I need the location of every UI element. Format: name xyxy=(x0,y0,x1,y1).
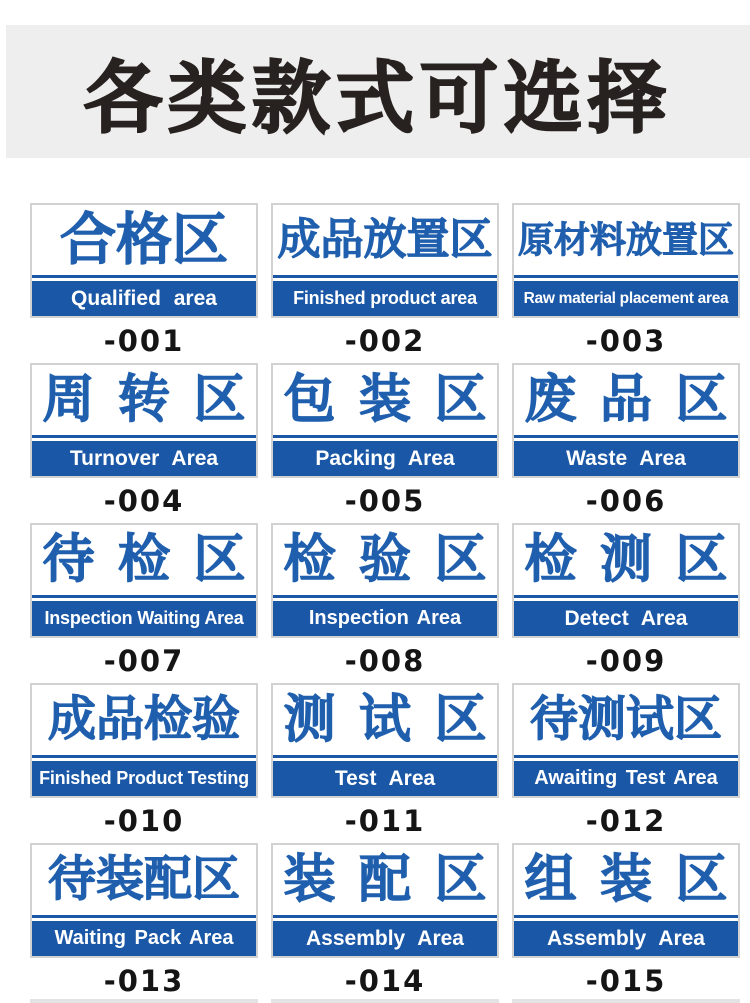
sign-code: -006 xyxy=(585,483,667,518)
divider-line xyxy=(514,435,738,438)
sign-english-label: Inspection Area xyxy=(308,607,462,629)
sign-english-bar xyxy=(514,601,738,636)
sign-english-label: Assembly Area xyxy=(547,926,705,950)
sign-english-label: Qualified area xyxy=(71,286,217,310)
sign-english-bar xyxy=(32,601,256,636)
sign-card xyxy=(30,523,258,683)
page-title: 各类款式可选择 xyxy=(83,53,672,142)
sign-plate xyxy=(512,203,740,318)
sign-plate xyxy=(271,683,499,798)
sign-english-label: Raw material placement area xyxy=(523,289,729,307)
sign-plate xyxy=(271,843,499,958)
sign-english-label: Packing Area xyxy=(315,446,455,470)
sign-code: -013 xyxy=(103,963,185,998)
sign-code: -005 xyxy=(344,483,426,518)
sign-plate xyxy=(271,523,499,638)
divider-line xyxy=(514,595,738,598)
divider-line xyxy=(32,435,256,438)
sign-code: -014 xyxy=(344,963,426,998)
sign-card xyxy=(271,683,499,843)
sign-english-bar xyxy=(273,761,497,796)
sign-plate xyxy=(512,523,740,638)
sign-chinese-label: 周 转 区 xyxy=(42,371,246,429)
sign-english-bar xyxy=(32,921,256,956)
sign-code: -002 xyxy=(344,323,426,358)
cutoff-next-row-card xyxy=(512,999,740,1003)
sign-plate xyxy=(512,363,740,478)
sign-card xyxy=(512,843,740,1003)
divider-line xyxy=(273,435,497,438)
sign-english-bar xyxy=(32,281,256,316)
sign-english-bar xyxy=(514,761,738,796)
divider-line xyxy=(273,755,497,758)
sign-chinese-label: 检 验 区 xyxy=(283,531,487,589)
sign-plate xyxy=(271,203,499,318)
sign-english-bar xyxy=(514,441,738,476)
sign-english-label: Test Area xyxy=(334,766,436,790)
sign-card xyxy=(512,363,740,523)
sign-card xyxy=(30,683,258,843)
divider-line xyxy=(32,595,256,598)
sign-english-bar xyxy=(273,441,497,476)
sign-chinese-label: 装 配 区 xyxy=(283,851,487,909)
sign-chinese-label: 合格区 xyxy=(60,208,228,271)
sign-card xyxy=(271,523,499,683)
sign-code: -003 xyxy=(585,323,667,358)
sign-code: -011 xyxy=(344,803,426,838)
sign-card xyxy=(30,843,258,1003)
divider-line xyxy=(32,275,256,278)
sign-code: -012 xyxy=(585,803,667,838)
sign-plate xyxy=(30,203,258,318)
divider-line xyxy=(514,755,738,758)
sign-plate xyxy=(30,683,258,798)
sign-english-bar xyxy=(514,281,738,316)
sign-code: -008 xyxy=(344,643,426,678)
divider-line xyxy=(273,275,497,278)
sign-chinese-label: 待 检 区 xyxy=(42,531,246,589)
sign-card xyxy=(30,363,258,523)
divider-line xyxy=(273,595,497,598)
sign-card xyxy=(512,523,740,683)
sign-code: -001 xyxy=(103,323,185,358)
sign-card-grid xyxy=(30,203,742,1003)
sign-english-label: Finished Product Testing xyxy=(39,768,249,788)
sign-plate xyxy=(271,363,499,478)
sign-english-label: Assembly Area xyxy=(306,926,464,950)
sign-english-label: Detect Area xyxy=(564,606,688,630)
sign-chinese-label: 成品放置区 xyxy=(277,215,493,264)
sign-chinese-label: 组 装 区 xyxy=(524,851,728,909)
sign-plate xyxy=(512,683,740,798)
sign-english-label: Waiting Pack Area xyxy=(54,927,234,949)
sign-card xyxy=(30,203,258,363)
sign-plate xyxy=(512,843,740,958)
sign-card xyxy=(271,363,499,523)
sign-english-bar xyxy=(514,921,738,956)
sign-code: -010 xyxy=(103,803,185,838)
sign-chinese-label: 成品检验 xyxy=(47,693,240,746)
sign-english-label: Finished product area xyxy=(293,288,477,308)
sign-english-label: Awaiting Test Area xyxy=(534,767,718,789)
sign-code: -015 xyxy=(585,963,667,998)
sign-card xyxy=(271,843,499,1003)
sign-code: -004 xyxy=(103,483,185,518)
sign-english-bar xyxy=(273,921,497,956)
divider-line xyxy=(32,755,256,758)
divider-line xyxy=(514,915,738,918)
sign-plate xyxy=(30,523,258,638)
sign-code: -009 xyxy=(585,643,667,678)
sign-chinese-label: 检 测 区 xyxy=(524,531,728,589)
divider-line xyxy=(514,275,738,278)
sign-chinese-label: 测 试 区 xyxy=(283,691,487,749)
sign-english-label: Inspection Waiting Area xyxy=(44,608,244,628)
sign-chinese-label: 包 装 区 xyxy=(283,371,487,429)
cutoff-next-row-card xyxy=(30,999,258,1003)
sign-english-label: Waste Area xyxy=(566,446,686,470)
sign-english-label: Turnover Area xyxy=(69,446,219,470)
sign-code: -007 xyxy=(103,643,185,678)
sign-plate xyxy=(30,363,258,478)
sign-card xyxy=(271,203,499,363)
divider-line xyxy=(32,915,256,918)
sign-card xyxy=(512,683,740,843)
cutoff-next-row-card xyxy=(271,999,499,1003)
header-band xyxy=(6,25,750,158)
sign-english-bar xyxy=(32,441,256,476)
sign-plate xyxy=(30,843,258,958)
sign-chinese-label: 待测试区 xyxy=(529,693,722,746)
sign-chinese-label: 废 品 区 xyxy=(524,371,728,429)
sign-chinese-label: 原材料放置区 xyxy=(517,219,734,260)
sign-english-bar xyxy=(273,601,497,636)
sign-english-bar xyxy=(32,761,256,796)
divider-line xyxy=(273,915,497,918)
sign-english-bar xyxy=(273,281,497,316)
sign-chinese-label: 待装配区 xyxy=(47,853,240,906)
sign-card xyxy=(512,203,740,363)
